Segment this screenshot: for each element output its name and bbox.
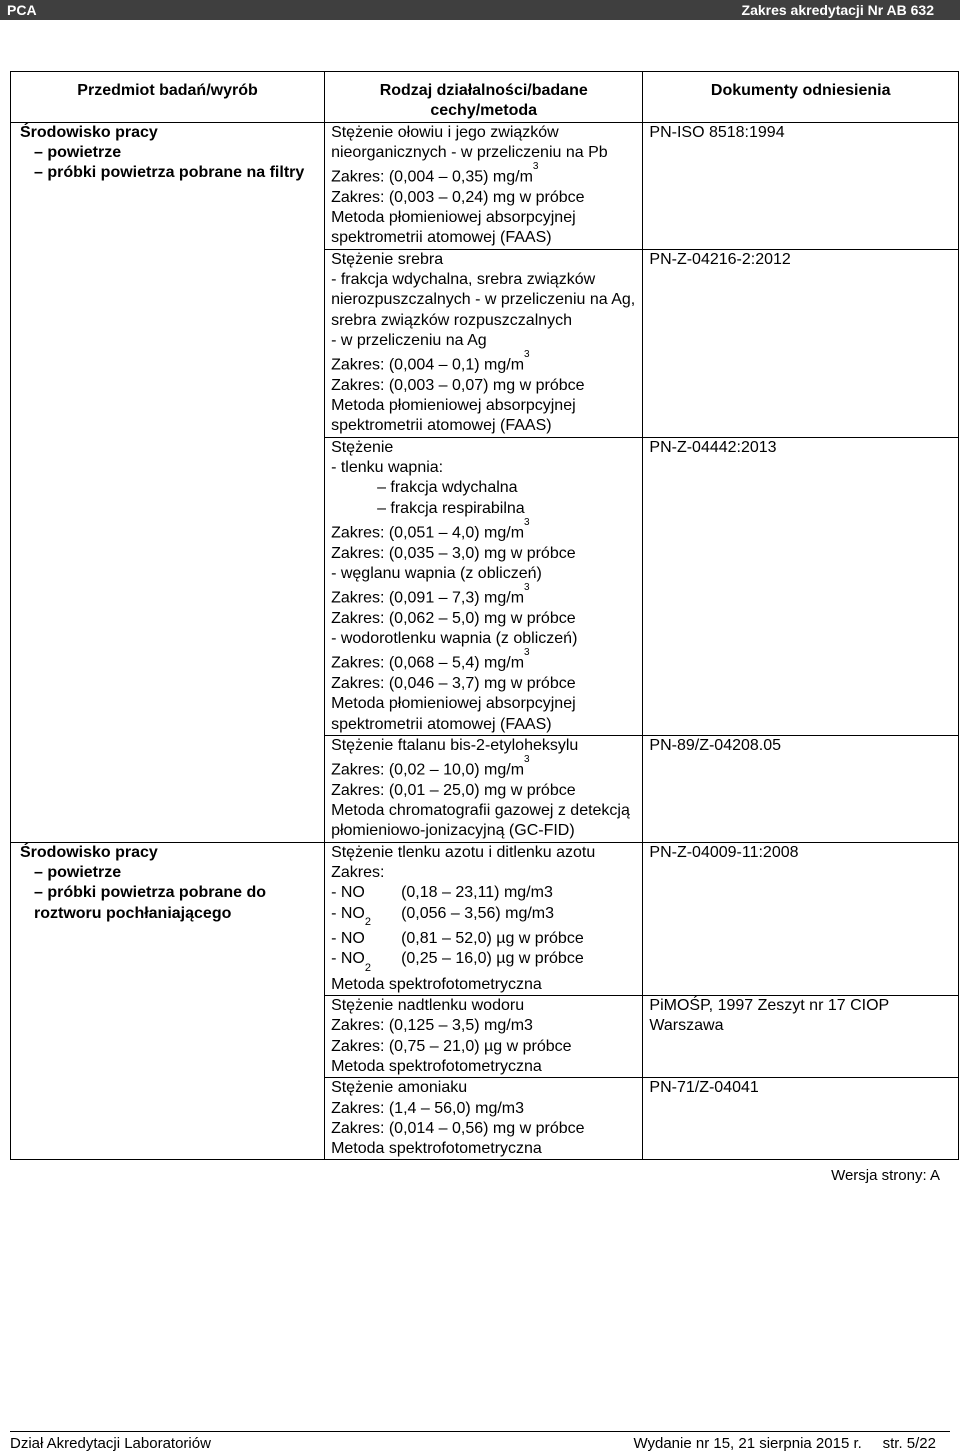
range-text: Zakres: (0,01 – 25,0) mg w próbce <box>331 781 576 799</box>
range-text: - węglanu wapnia (z obliczeń) <box>331 564 542 582</box>
range-text: Zakres: (0,062 – 5,0) mg w próbce <box>331 609 576 627</box>
range-line <box>331 649 642 674</box>
compound-formula: - NO <box>331 904 365 922</box>
method-line: Stężenie ftalanu bis-2-etyloheksylu <box>331 736 579 754</box>
doc-cell <box>643 437 959 735</box>
col-header-method: Rodzaj działalności/badane cechy/metoda <box>325 72 643 123</box>
method-subline: – frakcja respirabilna <box>377 499 525 517</box>
range-line <box>331 564 642 584</box>
reference-doc: PN-71/Z-04041 <box>649 1079 759 1097</box>
range-text: Zakres: (0,014 – 0,56) mg w próbce <box>331 1119 585 1137</box>
range-line <box>331 584 642 609</box>
range-line <box>331 376 642 396</box>
subject-line: – powietrze <box>34 863 122 881</box>
subject-line: Środowisko pracy <box>20 123 158 141</box>
doc-cell <box>643 249 959 437</box>
range-text: Zakres: (0,051 – 4,0) mg/m <box>331 524 525 542</box>
range-sup: 3 <box>532 161 539 173</box>
method-cell <box>325 842 643 995</box>
range-text: Zakres: (0,02 – 10,0) mg/m <box>331 761 525 779</box>
compound-range: (0,81 – 52,0) µg w próbce <box>401 930 584 948</box>
footer-divider <box>10 1431 950 1432</box>
table-header-row <box>11 72 959 123</box>
range-text: Zakres: (0,004 – 0,35) mg/m <box>331 168 533 186</box>
subject-cell <box>11 122 325 842</box>
range-line <box>331 756 642 781</box>
method-cell <box>325 122 643 249</box>
compound-range: (0,18 – 23,11) mg/m3 <box>401 884 553 902</box>
range-sup: 3 <box>524 647 530 659</box>
range-line <box>331 351 642 376</box>
range-line <box>331 516 642 544</box>
method-cell <box>325 249 643 437</box>
reference-doc: PN-Z-04216-2:2012 <box>649 250 791 268</box>
method-cell <box>325 1078 643 1160</box>
page-version: Wersja strony: A <box>831 1167 940 1184</box>
range-line <box>331 674 642 694</box>
compound-range: (0,056 – 3,56) mg/m3 <box>401 904 555 922</box>
col-header-docs: Dokumenty odniesienia <box>643 72 959 123</box>
compound-line <box>331 904 642 929</box>
subject-line: – próbki powietrza pobrane do roztworu pochłaniającego <box>34 884 267 922</box>
range-line <box>331 1099 642 1119</box>
compound-name <box>331 949 401 974</box>
range-text: Zakres: (0,004 – 0,1) mg/m <box>331 356 525 374</box>
doc-cell <box>643 735 959 842</box>
range-line <box>331 1037 642 1057</box>
method-cell <box>325 437 643 735</box>
compound-sub: 2 <box>364 961 371 974</box>
range-text: Zakres: (0,125 – 3,5) mg/m3 <box>331 1017 533 1035</box>
range-line <box>331 1016 642 1036</box>
method-name: Metoda płomieniowej absorpcyjnej spektrometrii atomowej (FAAS) <box>331 695 576 733</box>
compound-name <box>331 929 401 949</box>
range-text: Zakres: (0,068 – 5,4) mg/m <box>331 654 525 672</box>
compound-name <box>331 904 401 929</box>
doc-cell <box>643 842 959 995</box>
range-sup: 3 <box>524 516 530 528</box>
header-bar <box>0 0 960 20</box>
compound-line <box>331 883 642 903</box>
range-line <box>331 629 642 649</box>
doc-cell <box>643 996 959 1078</box>
footer-department: Dział Akredytacji Laboratoriów <box>10 1435 211 1452</box>
range-text: Zakres: (1,4 – 56,0) mg/m3 <box>331 1099 525 1117</box>
range-line <box>331 609 642 629</box>
method-line: - w przeliczeniu na Ag <box>331 331 487 349</box>
method-name: Metoda chromatografii gazowej z detekcją płomieniowo-jonizacyjną (GC-FID) <box>331 802 630 840</box>
range-sup: 3 <box>524 349 530 361</box>
range-text: - wodorotlenku wapnia (z obliczeń) <box>331 630 578 648</box>
range-text: Zakres: (0,003 – 0,24) mg w próbce <box>331 188 585 206</box>
method-line: Stężenie amoniaku <box>331 1079 468 1097</box>
compound-line <box>331 949 642 974</box>
range-text: Zakres: (0,75 – 21,0) µg w próbce <box>331 1037 572 1055</box>
range-line <box>331 163 642 188</box>
footer-edition: Wydanie nr 15, 21 sierpnia 2015 r. str. 5/22 <box>633 1435 936 1452</box>
method-cell <box>325 735 643 842</box>
reference-doc: PN-89/Z-04208.05 <box>649 736 782 754</box>
accreditation-table <box>10 71 959 1160</box>
range-text: Zakres: (0,003 – 0,07) mg w próbce <box>331 376 585 394</box>
subject-line: Środowisko pracy <box>20 843 158 861</box>
method-name: Metoda płomieniowej absorpcyjnej spektrometrii atomowej (FAAS) <box>331 397 576 435</box>
range-line <box>331 544 642 564</box>
method-line: Stężenie srebra <box>331 250 444 268</box>
subject-line: – powietrze <box>34 143 122 161</box>
reference-doc: PiMOŚP, 1997 Zeszyt nr 17 CIOP Warszawa <box>649 997 889 1035</box>
range-text: Zakres: (0,035 – 3,0) mg w próbce <box>331 544 576 562</box>
method-line: Stężenie ołowiu i jego związków nieorganicznych - w przeliczeniu na Pb <box>331 123 608 161</box>
reference-doc: PN-ISO 8518:1994 <box>649 123 785 141</box>
range-line <box>331 1119 642 1139</box>
method-line: Stężenie tlenku azotu i ditlenku azotu <box>331 843 596 861</box>
reference-doc: PN-Z-04009-11:2008 <box>649 843 799 861</box>
method-subline: – frakcja wdychalna <box>377 479 518 497</box>
method-line: Zakres: <box>331 863 385 881</box>
compound-formula: - NO <box>331 884 365 902</box>
method-name: Metoda spektrofotometryczna <box>331 975 542 993</box>
method-line: - tlenku wapnia: <box>331 459 444 476</box>
method-name: Metoda spektrofotometryczna <box>331 1058 542 1075</box>
range-line <box>331 188 642 208</box>
range-line <box>331 781 642 801</box>
compound-name <box>331 883 401 903</box>
range-text: Zakres: (0,091 – 7,3) mg/m <box>331 589 525 607</box>
col-header-subject: Przedmiot badań/wyrób <box>11 72 325 123</box>
range-text: Zakres: (0,046 – 3,7) mg w próbce <box>331 674 576 692</box>
method-name: Metoda spektrofotometryczna <box>331 1140 542 1158</box>
doc-cell <box>643 1078 959 1160</box>
method-name: Metoda płomieniowej absorpcyjnej spektrometrii atomowej (FAAS) <box>331 209 576 247</box>
method-line: Stężenie <box>331 438 394 456</box>
method-line: - frakcja wdychalna, srebra związków nierozpuszczalnych - w przeliczeniu na Ag, srebra związków rozpuszczalnych <box>331 271 636 329</box>
doc-cell <box>643 122 959 249</box>
subject-cell <box>11 842 325 1160</box>
compound-line <box>331 929 642 949</box>
range-sup: 3 <box>524 582 530 594</box>
range-sup: 3 <box>524 754 530 766</box>
compound-sub: 2 <box>364 915 371 928</box>
method-cell <box>325 996 643 1078</box>
reference-doc: PN-Z-04442:2013 <box>649 438 777 456</box>
header-title: Zakres akredytacji Nr AB 632 <box>741 2 934 18</box>
compound-range: (0,25 – 16,0) µg w próbce <box>401 950 584 968</box>
method-line: Stężenie nadtlenku wodoru <box>331 997 525 1015</box>
header-org: PCA <box>7 2 37 18</box>
table-row <box>11 842 959 995</box>
table-body <box>11 122 959 1160</box>
compound-formula: - NO <box>331 930 365 948</box>
table-row <box>11 122 959 249</box>
subject-line: – próbki powietrza pobrane na filtry <box>34 164 305 182</box>
compound-formula: - NO <box>331 950 365 968</box>
